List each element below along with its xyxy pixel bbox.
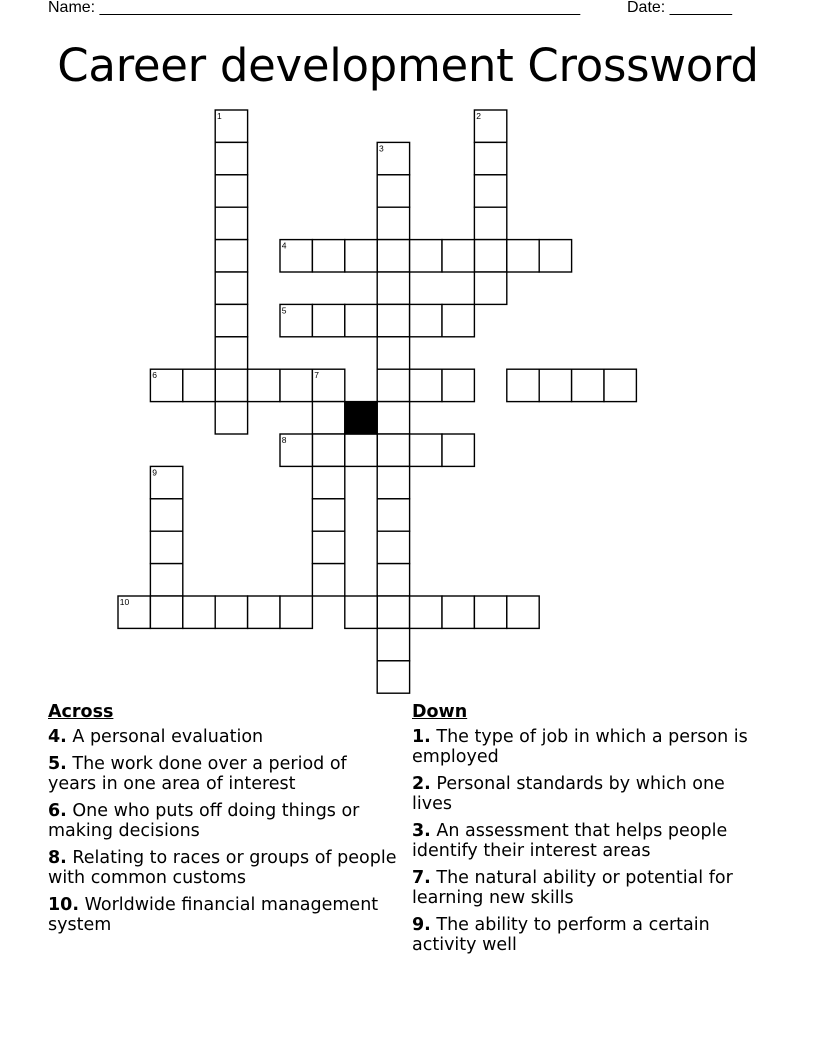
clue-number-5: 5 (281, 305, 287, 316)
grid-cell[interactable] (312, 466, 344, 498)
grid-cell[interactable] (507, 596, 539, 628)
clue-down-1: 1. The type of job in which a person is employed (412, 727, 748, 767)
grid-cell[interactable] (377, 531, 409, 563)
grid-cell[interactable] (215, 175, 247, 207)
grid-cell[interactable] (183, 369, 215, 401)
date-field[interactable]: Date: _______ (627, 0, 732, 16)
clue-number-6: 6 (152, 370, 157, 381)
grid-cell[interactable] (442, 369, 474, 401)
grid-cell[interactable] (442, 240, 474, 272)
grid-cell[interactable] (345, 596, 377, 628)
grid-cell[interactable] (377, 337, 409, 369)
grid-cell[interactable] (377, 402, 409, 434)
clue-down-2: 2. Personal standards by which one lives (412, 774, 725, 814)
grid-cell[interactable] (150, 499, 182, 531)
grid-cell[interactable] (248, 369, 280, 401)
grid-cell[interactable] (377, 596, 409, 628)
grid-cell[interactable] (572, 369, 604, 401)
grid-cell[interactable] (345, 304, 377, 336)
grid-cell[interactable] (377, 499, 409, 531)
grid-cell[interactable] (410, 369, 442, 401)
grid-cell[interactable] (474, 175, 506, 207)
across-heading: Across (48, 702, 114, 722)
grid-cell[interactable] (345, 434, 377, 466)
clue-across-10: 10. Worldwide financial management system (48, 895, 379, 935)
grid-cell[interactable] (474, 596, 506, 628)
grid-cell[interactable] (377, 369, 409, 401)
page-title: Career development Crossword (57, 39, 759, 92)
grid-cell[interactable] (215, 240, 247, 272)
grid-cell[interactable] (377, 272, 409, 304)
grid-cell[interactable] (215, 369, 247, 401)
grid-cell[interactable] (410, 596, 442, 628)
grid-cell[interactable] (215, 402, 247, 434)
down-heading: Down (412, 702, 468, 722)
grid-cell[interactable] (312, 304, 344, 336)
grid-cell[interactable] (150, 564, 182, 596)
clue-number-1: 1 (217, 111, 222, 121)
across-clues (48, 701, 400, 942)
grid-cell[interactable] (345, 240, 377, 272)
grid-cell[interactable] (539, 240, 571, 272)
down-clues (412, 701, 757, 962)
grid-cell[interactable] (410, 240, 442, 272)
grid-cell[interactable] (150, 596, 182, 628)
grid-cell[interactable] (507, 369, 539, 401)
clue-across-5: 5. The work done over a period of years in one area of interest (48, 754, 347, 794)
grid-cell[interactable] (474, 240, 506, 272)
grid-cell[interactable] (312, 402, 344, 434)
grid-cell[interactable] (215, 304, 247, 336)
grid-cell[interactable] (312, 240, 344, 272)
clue-number-2: 2 (476, 111, 481, 121)
clue-number-3: 3 (379, 143, 384, 154)
grid-cell[interactable] (377, 434, 409, 466)
grid-cell[interactable] (215, 207, 247, 239)
grid-cell[interactable] (280, 369, 312, 401)
clue-down-9: 9. The ability to perform a certain activity well (412, 915, 710, 955)
clue-number-9: 9 (152, 467, 157, 478)
grid-cell[interactable] (280, 596, 312, 628)
grid-cell[interactable] (248, 596, 280, 628)
grid-cell[interactable] (215, 337, 247, 369)
clue-across-6: 6. One who puts off doing things or making decisions (48, 801, 360, 841)
grid-cell[interactable] (377, 628, 409, 660)
grid-cell[interactable] (377, 564, 409, 596)
clue-down-3: 3. An assessment that helps people identify their interest areas (412, 821, 728, 861)
grid-cell[interactable] (474, 272, 506, 304)
clue-number-4: 4 (281, 240, 287, 251)
grid-cell[interactable] (507, 240, 539, 272)
grid-cell[interactable] (215, 272, 247, 304)
grid-cell[interactable] (183, 596, 215, 628)
grid-cell[interactable] (442, 596, 474, 628)
grid-cell[interactable] (442, 304, 474, 336)
grid-cell[interactable] (150, 531, 182, 563)
grid-cell[interactable] (474, 142, 506, 174)
grid-cell[interactable] (410, 304, 442, 336)
clue-number-7: 7 (314, 370, 319, 381)
grid-cell[interactable] (377, 661, 409, 693)
grid-cell[interactable] (312, 434, 344, 466)
grid-cell[interactable] (604, 369, 636, 401)
grid-cell[interactable] (377, 304, 409, 336)
grid-cell[interactable] (442, 434, 474, 466)
grid-cell[interactable] (312, 499, 344, 531)
grid-cell[interactable] (215, 596, 247, 628)
grid-cell[interactable] (312, 564, 344, 596)
grid-cell[interactable] (377, 207, 409, 239)
clue-down-7: 7. The natural ability or potential for learning new skills (412, 868, 733, 908)
clue-across-4: 4. A personal evaluation (48, 727, 264, 747)
black-cell (345, 402, 377, 434)
grid-cell[interactable] (377, 240, 409, 272)
clue-number-10: 10 (119, 597, 130, 607)
grid-cell[interactable] (377, 466, 409, 498)
clue-number-8: 8 (281, 435, 287, 445)
clue-across-8: 8. Relating to races or groups of people with common customs (48, 848, 397, 888)
grid-cell[interactable] (377, 175, 409, 207)
name-field[interactable]: Name: ______________________________________________________ (48, 0, 581, 16)
grid-cell[interactable] (312, 531, 344, 563)
grid-cell[interactable] (474, 207, 506, 239)
grid-cell[interactable] (410, 434, 442, 466)
grid-cell[interactable] (539, 369, 571, 401)
grid-cell[interactable] (215, 142, 247, 174)
